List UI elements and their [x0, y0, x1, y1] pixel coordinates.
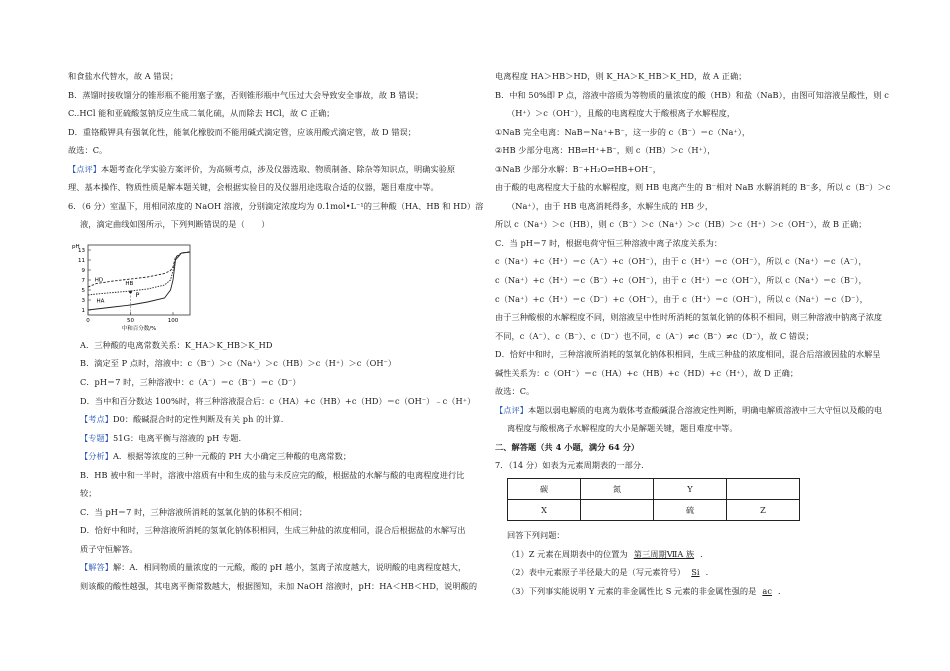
table-cell: 氮 [581, 479, 654, 500]
right-column [495, 70, 913, 603]
question-7-1 [495, 548, 913, 560]
kaodian-line [68, 413, 473, 425]
comment-tag: 【点评】 [68, 163, 101, 174]
text-line: 碱性关系为：c（OH⁻）＝c（HA）+c（HB）+c（HD）+c（H⁺），故 D 正确； [495, 367, 799, 378]
text-line: 电离程度 HA＞HB＞HD，则 K_HA＞K_HB＞K_HD，故 A 正确； [495, 71, 747, 81]
zhuanti-line [68, 432, 473, 444]
left-column [68, 70, 484, 599]
series-label-hb: HB [125, 280, 134, 287]
comment-line [68, 163, 473, 175]
text-line: B．HB 被中和一半时，溶液中溶质有中和生成的盐与未反应完的酸，根据盐的水解与酸的电离程度进行比 [80, 469, 465, 480]
table-cell: Y [654, 479, 727, 500]
answer-blank: Si [691, 567, 700, 578]
comment-line [495, 404, 913, 416]
text-line: D．重铬酸钾具有强氧化性，能氧化橡胶而不能用碱式滴定管，应该用酸式滴定管，故 D 错误； [68, 126, 417, 137]
punctuation: ． [777, 585, 787, 596]
punctuation: ． [705, 567, 714, 578]
y-tick-label: 7 [81, 277, 85, 284]
text-line: （Na⁺），由于 HB 电离消耗得多，水解生成的 HB 少， [507, 200, 714, 211]
text-line: 故选：C。 [68, 145, 108, 156]
text-line: D．恰好中和时，三种溶液所消耗的氢氧化钠体积相同，生成三种盐的浓度相同，混合后溶液因盐的水解呈 [495, 349, 881, 360]
text-line: ③NaB 少部分水解：B⁻+H₂O⇌HB+OH⁻， [495, 163, 661, 174]
table-cell: 碳 [508, 479, 581, 500]
answer-blank: ac [762, 585, 772, 596]
y-tick-label: 3 [81, 297, 85, 304]
question-6-stem: 6．（6 分）室温下，用相同浓度的 NaOH 溶液，分别滴定浓度均为 0.1mol•L⁻¹的三种酸（HA、HB 和 HD）溶 [68, 200, 484, 211]
text-line: C．当 pH＝7 时，三种溶液所消耗的氢氧化钠的体积不相同； [80, 506, 308, 517]
y-tick-label: 1 [81, 307, 85, 314]
option-d: D．当中和百分数达 100%时，将三种溶液混合后：c（HA）+c（HB）+c（HD）＝c（OH⁻）﹣c（H⁺） [80, 395, 476, 406]
table-cell: X [508, 500, 581, 521]
text-line: 由于酸的电离程度大于盐的水解程度，则 HB 电离产生的 B⁻相对 NaB 水解消耗的 B⁻多，所以 c（B⁻）＞c [495, 182, 891, 193]
titration-chart-svg [70, 237, 200, 333]
analysis-tag: 【分析】 [80, 451, 113, 462]
x-tick-label: 100 [167, 317, 179, 324]
text-line: （H⁺）＞c（OH⁻），且酸的电离程度大于酸根离子水解程度， [507, 108, 736, 119]
x-tick-label: 0 [86, 317, 90, 324]
kaodian-text: D0：酸碱混合时的定性判断及有关 ph 的计算. [112, 414, 284, 425]
plot-frame [88, 245, 190, 315]
question-text: （2）表中元素原子半径最大的是（写元素符号） [507, 567, 686, 578]
periodic-table-fragment [507, 478, 800, 521]
question-7-stem: 7．（14 分）如表为元素周期表的一部分. [495, 460, 644, 471]
answer-blank: 第三周期ⅦA 族 [633, 548, 695, 559]
comment-tag: 【点评】 [495, 404, 528, 415]
x-tick-label: 50 [127, 317, 134, 324]
option-c: C．pH＝7 时，三种溶液中：c（A⁻）＝c（B⁻）＝c（D⁻） [80, 377, 301, 388]
table-row [508, 479, 800, 500]
text-line: c（Na⁺）+c（H⁺）＝c（D⁻）+c（OH⁻），由于 c（H⁺）＝c（OH⁻），所以 c（Na⁺）＝c（D⁻）， [495, 293, 868, 304]
titration-chart [70, 237, 200, 333]
series-label-ha: HA [96, 298, 105, 305]
analysis-line [68, 450, 473, 462]
text-line: C..HCl 能和亚硫酸氢钠反应生成二氧化硫，从而除去 HCl，故 C 正确； [68, 108, 335, 119]
text-line: ①NaB 完全电离：NaB＝Na⁺+B⁻，这一步的 c（B⁻）＝c（Na⁺）， [495, 126, 751, 137]
text-line: 较； [80, 488, 97, 499]
table-cell [727, 479, 800, 500]
x-axis-label: 中和百分数/% [121, 325, 157, 332]
text-line: 质子守恒解答。 [80, 543, 138, 554]
kaodian-tag: 【考点】 [80, 414, 113, 425]
question-7-prompt: 回答下列问题： [507, 530, 565, 541]
y-tick-label: 13 [78, 247, 85, 254]
text-line: 和食盐水代替水，故 A 错误； [68, 71, 179, 81]
comment-text: 本题以弱电解质的电离为载体考查酸碱混合溶液定性判断，明确电解质溶液中三大守恒以及酸的电 [527, 404, 883, 415]
text-line: 理、基本操作、物质性质是解本题关键，会根据实验目的及仪器用途选取合适的仪器，题目难度中等。 [68, 182, 439, 193]
option-b: B．滴定至 P 点时，溶液中：c（B⁻）＞c（Na⁺）＞c（HB）＞c（H⁺）＞c（OH⁻） [80, 358, 397, 369]
text-line: B．中和 50%即 P 点，溶液中溶质为等物质的量浓度的酸（HB）和盐（NaB），由图可知溶液呈酸性，则 c [495, 89, 889, 100]
point-p [129, 291, 132, 294]
table-cell: 硫 [654, 500, 727, 521]
text-line: 故选：C。 [495, 386, 535, 397]
table-cell [581, 500, 654, 521]
series-label-hd: HD [94, 277, 104, 284]
y-tick-label: 11 [78, 257, 85, 264]
question-text: （1）Z 元素在周期表中的位置为 [507, 548, 628, 559]
zhuanti-tag: 【专题】 [80, 432, 113, 443]
y-tick-label: 5 [81, 287, 85, 294]
text-line: C．当 pH＝7 时，根据电荷守恒三种溶液中离子浓度关系为： [495, 237, 723, 248]
text-line: 所以 c（Na⁺）＞c（HB），则 c（B⁻）＞c（Na⁺）＞c（HB）＞c（H⁺）＞c（OH⁻），故 B 正确； [495, 219, 867, 230]
text-line: c（Na⁺）+c（H⁺）＝c（A⁻）+c（OH⁻），由于 c（H⁺）＝c（OH⁻），所以 c（Na⁺）＝c（A⁻）， [495, 256, 867, 267]
analysis-text: A．根据等浓度的三种一元酸的 PH 大小确定三种酸的电离常数； [112, 451, 352, 462]
text-line: 不同，c（A⁻）、c（B⁻）、c（D⁻）也不同，c（A⁻）≠c（B⁻）≠c（D⁻），故 C 错误； [495, 330, 814, 341]
solution-line [68, 561, 473, 573]
question-7-3 [495, 585, 913, 597]
option-a: A．三种酸的电离常数关系：K_HA＞K_HB＞K_HD [80, 339, 273, 350]
text-line: 离程度与酸根离子水解程度的大小是解题关键，题目难度中等。 [507, 423, 738, 434]
y-tick-label: 9 [81, 267, 85, 274]
text-line: 由于三种酸根的水解程度不同，则溶液呈中性时所消耗的氢氧化钠的体积不相同，则三种溶液中钠离子浓度 [495, 312, 883, 323]
solution-text: 解：A．相同物质的量浓度的一元酸，酸的 pH 越小，氢离子浓度越大，说明酸的电离程度越大， [112, 562, 467, 573]
text-line: c（Na⁺）+c（H⁺）＝c（B⁻）+c（OH⁻），由于 c（H⁺）＝c（OH⁻），所以 c（Na⁺）＝c（B⁻）， [495, 275, 867, 286]
text-line: B．蒸馏时接收馏分的锥形瓶不能用塞子塞，否则锥形瓶中气压过大会导致安全事故，故 B 错误； [68, 89, 424, 100]
text-line: ②HB 少部分电离：HB⇌H⁺+B⁻，则 c（HB）＞c（H⁺）， [495, 145, 716, 156]
punctuation: ． [700, 548, 709, 559]
question-7-2 [495, 566, 913, 578]
zhuanti-text: 51G：电离平衡与溶液的 pH 专题. [112, 432, 242, 443]
question-6-stem-cont: 液，滴定曲线如图所示，下列判断错误的是（ ） [80, 219, 270, 230]
point-p-label: P [135, 290, 140, 299]
solution-tag: 【解答】 [80, 562, 113, 573]
text-line: 则该酸的酸性越强，其电离平衡常数越大，根据图知，未加 NaOH 溶液时，pH：HA＜HB＜HD，说明酸的 [80, 581, 478, 592]
table-cell: Z [727, 500, 800, 521]
section-heading: 二、解答题（共 4 小题，满分 64 分） [495, 441, 640, 452]
question-text: （3）下列事实能说明 Y 元素的非金属性比 S 元素的非金属性强的是 [507, 585, 757, 596]
text-line: D．恰好中和时，三种溶液所消耗的氢氧化钠体积相同，生成三种盐的浓度相同，混合后根据盐的水解写出 [80, 525, 466, 536]
table-row [508, 500, 800, 521]
y-axis-label: pH [72, 243, 80, 250]
comment-text: 本题考查化学实验方案评价，为高频考点，涉及仪器选取、物质制备、除杂等知识点，明确实验原 [100, 163, 456, 174]
